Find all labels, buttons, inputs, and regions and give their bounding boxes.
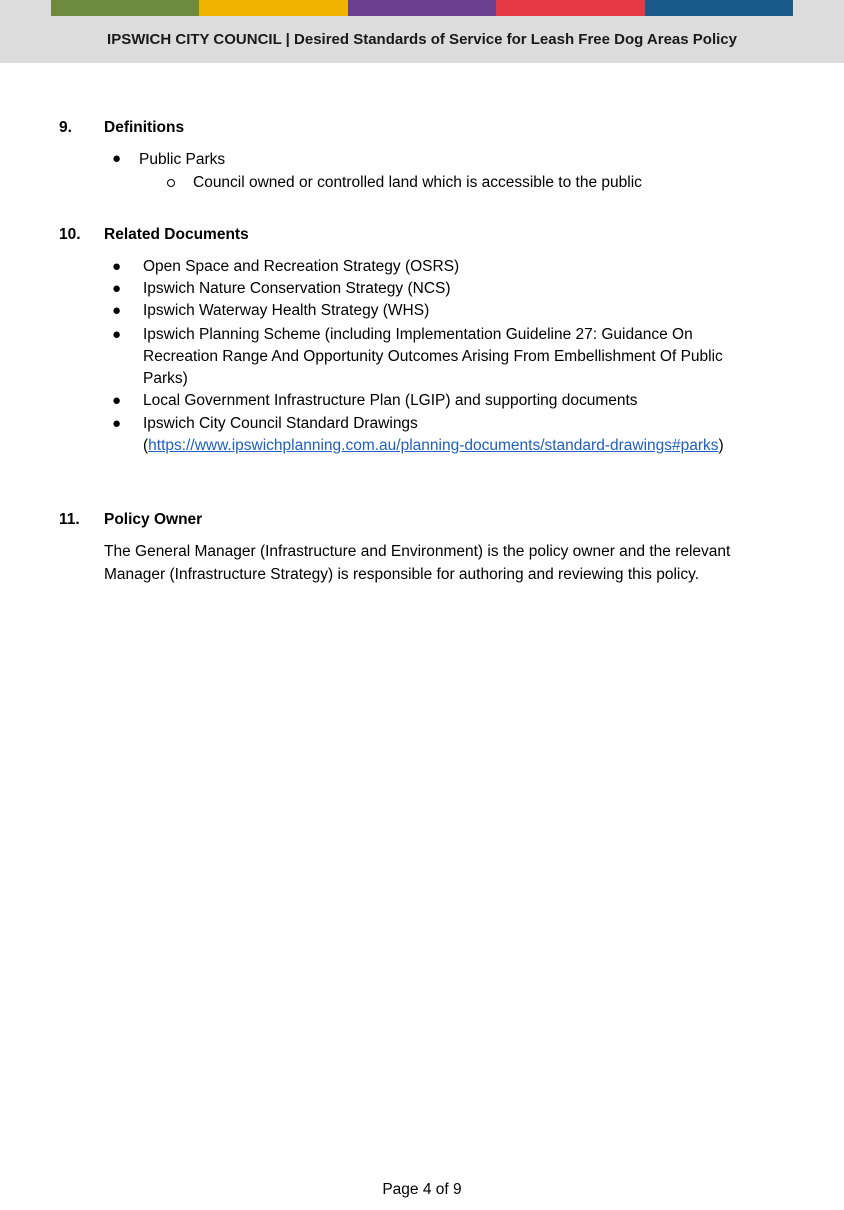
bullet-icon: ● — [112, 258, 122, 275]
page-header — [0, 0, 844, 63]
list-item: Ipswich City Council Standard Drawings — [143, 415, 418, 432]
section-number: 9. — [59, 119, 72, 136]
policy-owner-text-line-1: The General Manager (Infrastructure and Environment) is the policy owner and the relevant — [104, 543, 731, 560]
color-stripe-green — [51, 0, 199, 16]
link-close-paren: ) — [718, 437, 724, 454]
color-stripe-yellow — [199, 0, 347, 16]
bullet-icon: ● — [112, 302, 122, 319]
list-item: Open Space and Recreation Strategy (OSRS) — [143, 258, 460, 275]
list-item: Local Government Infrastructure Plan (LGIP) and supporting documents — [143, 392, 638, 409]
definition-text: Council owned or controlled land which is accessible to the public — [193, 174, 642, 191]
page-number: Page 4 of 9 — [382, 1181, 462, 1198]
color-stripe-blue — [645, 0, 793, 16]
bullet-icon: ● — [112, 326, 122, 343]
section-title: Related Documents — [104, 226, 249, 243]
section-title: Definitions — [104, 119, 185, 136]
list-item-continuation: Parks) — [143, 370, 188, 387]
section-number: 10. — [59, 226, 81, 243]
policy-owner-text-line-2: Manager (Infrastructure Strategy) is responsible for authoring and reviewing this policy. — [104, 566, 700, 583]
link-open-paren: ( — [143, 437, 149, 454]
section-title: Policy Owner — [104, 511, 203, 528]
circle-bullet-icon — [167, 179, 175, 187]
color-stripe-purple — [348, 0, 496, 16]
color-stripe-red — [496, 0, 644, 16]
header-title: IPSWICH CITY COUNCIL | Desired Standards of Service for Leash Free Dog Areas Policy — [107, 31, 737, 48]
list-item: Ipswich Nature Conservation Strategy (NCS) — [143, 280, 451, 297]
bullet-icon: ● — [112, 415, 122, 432]
list-item: Ipswich Waterway Health Strategy (WHS) — [143, 302, 430, 319]
section-number: 11. — [59, 511, 80, 528]
standard-drawings-link[interactable]: https://www.ipswichplanning.com.au/planning-documents/standard-drawings#parks — [148, 437, 719, 454]
bullet-icon: ● — [112, 150, 122, 167]
list-item-continuation: Recreation Range And Opportunity Outcomes Arising From Embellishment Of Public — [143, 348, 723, 365]
header-color-bar — [51, 0, 793, 16]
bullet-icon: ● — [112, 280, 122, 297]
bullet-icon: ● — [112, 392, 122, 409]
list-item: Ipswich Planning Scheme (including Implementation Guideline 27: Guidance On — [143, 326, 693, 343]
standard-drawings-link-line — [143, 435, 724, 457]
definition-term: Public Parks — [139, 151, 226, 168]
